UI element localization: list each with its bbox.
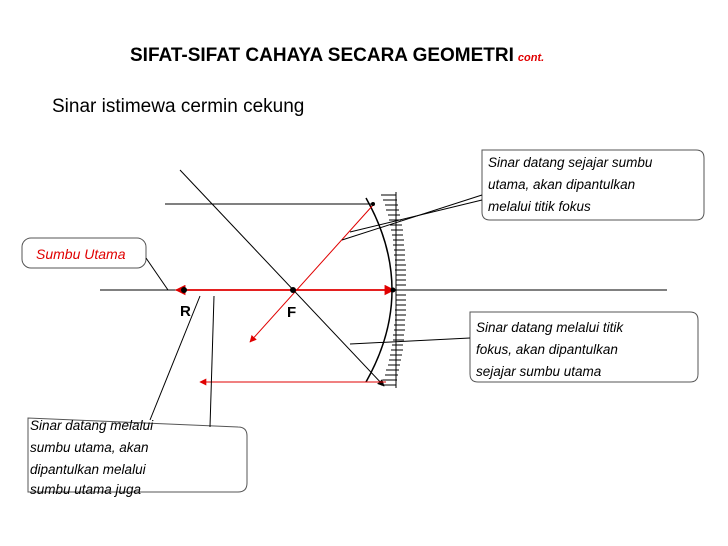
callout-parallel-line1: Sinar datang sejajar sumbu: [488, 155, 653, 170]
callout-parallel-line2: utama, akan dipantulkan: [488, 177, 636, 192]
center-of-curvature-dot: [181, 287, 187, 293]
callout-axis-line4: sumbu utama juga: [30, 482, 142, 497]
slide-title-text: SIFAT-SIFAT CAHAYA SECARA GEOMETRI: [130, 45, 514, 66]
axis-label-text: Sumbu Utama: [36, 246, 126, 262]
callout-axis-line1: Sinar datang melalui: [30, 418, 154, 433]
slide-subtitle: Sinar istimewa cermin cekung: [52, 96, 305, 117]
callout-axis-line2: sumbu utama, akan: [30, 440, 149, 455]
callout-focus-line1: Sinar datang melalui titik: [476, 320, 624, 335]
callout-axis-line3: dipantulkan melalui: [30, 462, 146, 477]
callout-focus-ray: [350, 312, 698, 382]
callout-focus-line2: fokus, akan dipantulkan: [476, 342, 618, 357]
mirror-pole-dot: [391, 288, 396, 293]
ray1-hit-dot: [371, 202, 375, 206]
callout-axis-ray: [28, 296, 247, 497]
ray1-reflected: [250, 204, 374, 342]
label-f: F: [287, 304, 297, 321]
slide-title-suffix: cont.: [517, 52, 545, 64]
focal-point-dot: [290, 287, 296, 293]
callout-parallel-line3: melalui titik fokus: [488, 199, 591, 214]
callout-focus-line3: sejajar sumbu utama: [476, 364, 602, 379]
label-r: R: [180, 303, 191, 320]
axis-label-callout: [22, 238, 168, 290]
ray2-incident: [180, 170, 384, 386]
